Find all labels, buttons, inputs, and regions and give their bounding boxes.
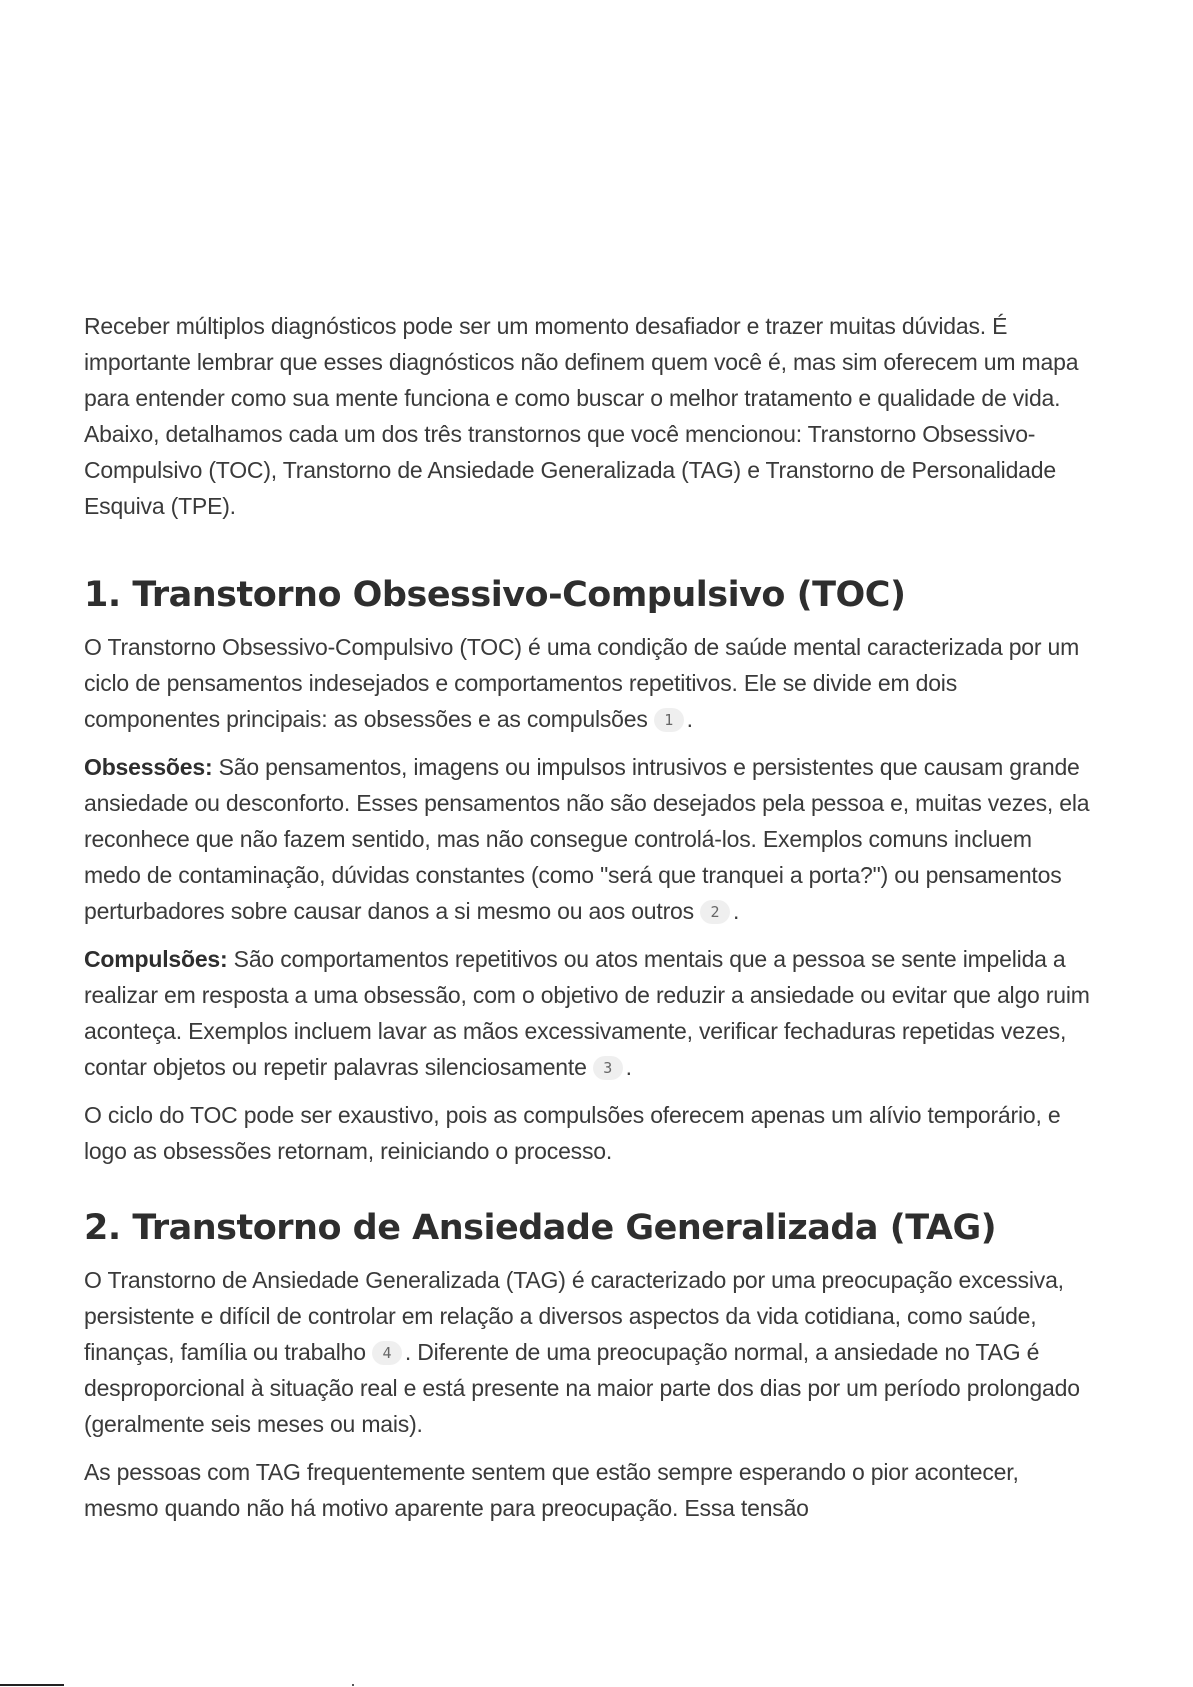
citation-3[interactable]: 3	[593, 1056, 623, 1080]
obsessions-tail: .	[732, 898, 740, 924]
tag-paragraph-2: As pessoas com TAG frequentemente sentem que estão sempre esperando o pior acontecer, mesmo quando não há motivo aparente para preocupação. Essa tensão	[84, 1459, 1019, 1521]
toc-obsessions-paragraph	[84, 749, 1094, 929]
toc-paragraph-1	[84, 629, 1094, 737]
footer-mark	[352, 1684, 354, 1686]
toc-paragraph-1-tail: .	[686, 706, 693, 732]
heading-tag: 2. Transtorno de Ansiedade Generalizada (TAG)	[84, 1208, 997, 1248]
tag-paragraph-1-tail: . Diferente de uma preocupação normal, a ansiedade no TAG é desproporcional à situação real e está presente na maior parte dos dias por um período prolongado (geralmente seis meses ou mais).	[84, 1339, 1080, 1437]
toc-paragraph-1-text: O Transtorno Obsessivo-Compulsivo (TOC) é uma condição de saúde mental caracterizada por um ciclo de pensamentos indesejados e comportamentos repetitivos. Ele se divide em dois componentes principais: as obsessões e as compulsões	[84, 634, 1080, 732]
document-page	[84, 308, 1094, 1538]
citation-1[interactable]: 1	[654, 708, 684, 732]
obsessions-text: São pensamentos, imagens ou impulsos intrusivos e persistentes que causam grande ansiedade ou desconforto. Esses pensamentos não são desejados pela pessoa e, muitas vezes, ela reconhece que não fazem sentido, mas não consegue controlá-los. Exemplos comuns incluem medo de contaminação, dúvidas constantes (como "será que tranquei a porta?") ou pensamentos perturbadores sobre causar danos a si mesmo ou aos outros	[84, 754, 1090, 924]
compulsions-text: São comportamentos repetitivos ou atos mentais que a pessoa se sente impelida a realizar em resposta a uma obsessão, com o objetivo de reduzir a ansiedade ou evitar que algo ruim aconteça. Exemplos incluem lavar as mãos excessivamente, verificar fechaduras repetidas vezes, contar objetos ou repetir palavras silenciosamente	[84, 946, 1090, 1080]
intro-paragraph: Receber múltiplos diagnósticos pode ser um momento desafiador e trazer muitas dúvidas. É importante lembrar que esses diagnósticos não definem quem você é, mas sim oferecem um mapa para entender como sua mente funciona e como buscar o melhor tratamento e qualidade de vida. Abaixo, detalhamos cada um dos três transtornos que você mencionou: Transtorno Obsessivo-Compulsivo (TOC), Transtorno de Ansiedade Generalizada (TAG) e Transtorno de Personalidade Esquiva (TPE).	[84, 313, 1079, 519]
compulsions-tail: .	[625, 1054, 632, 1080]
toc-compulsions-paragraph	[84, 941, 1094, 1085]
compulsions-label: Compulsões:	[84, 946, 228, 972]
citation-2[interactable]: 2	[700, 900, 730, 924]
obsessions-label: Obsessões:	[84, 754, 213, 780]
toc-paragraph-4: O ciclo do TOC pode ser exaustivo, pois as compulsões oferecem apenas um alívio temporário, e logo as obsessões retornam, reiniciando o processo.	[84, 1102, 1061, 1164]
tag-paragraph-1-text: O Transtorno de Ansiedade Generalizada (TAG) é caracterizado por uma preocupação excessiva, persistente e difícil de controlar em relação a diversos aspectos da vida cotidiana, como saúde, finanças, família ou trabalho	[84, 1267, 1064, 1365]
footer-divider	[0, 1684, 64, 1686]
citation-4[interactable]: 4	[372, 1341, 402, 1365]
tag-paragraph-1	[84, 1262, 1094, 1442]
heading-toc: 1. Transtorno Obsessivo-Compulsivo (TOC)	[84, 575, 906, 615]
